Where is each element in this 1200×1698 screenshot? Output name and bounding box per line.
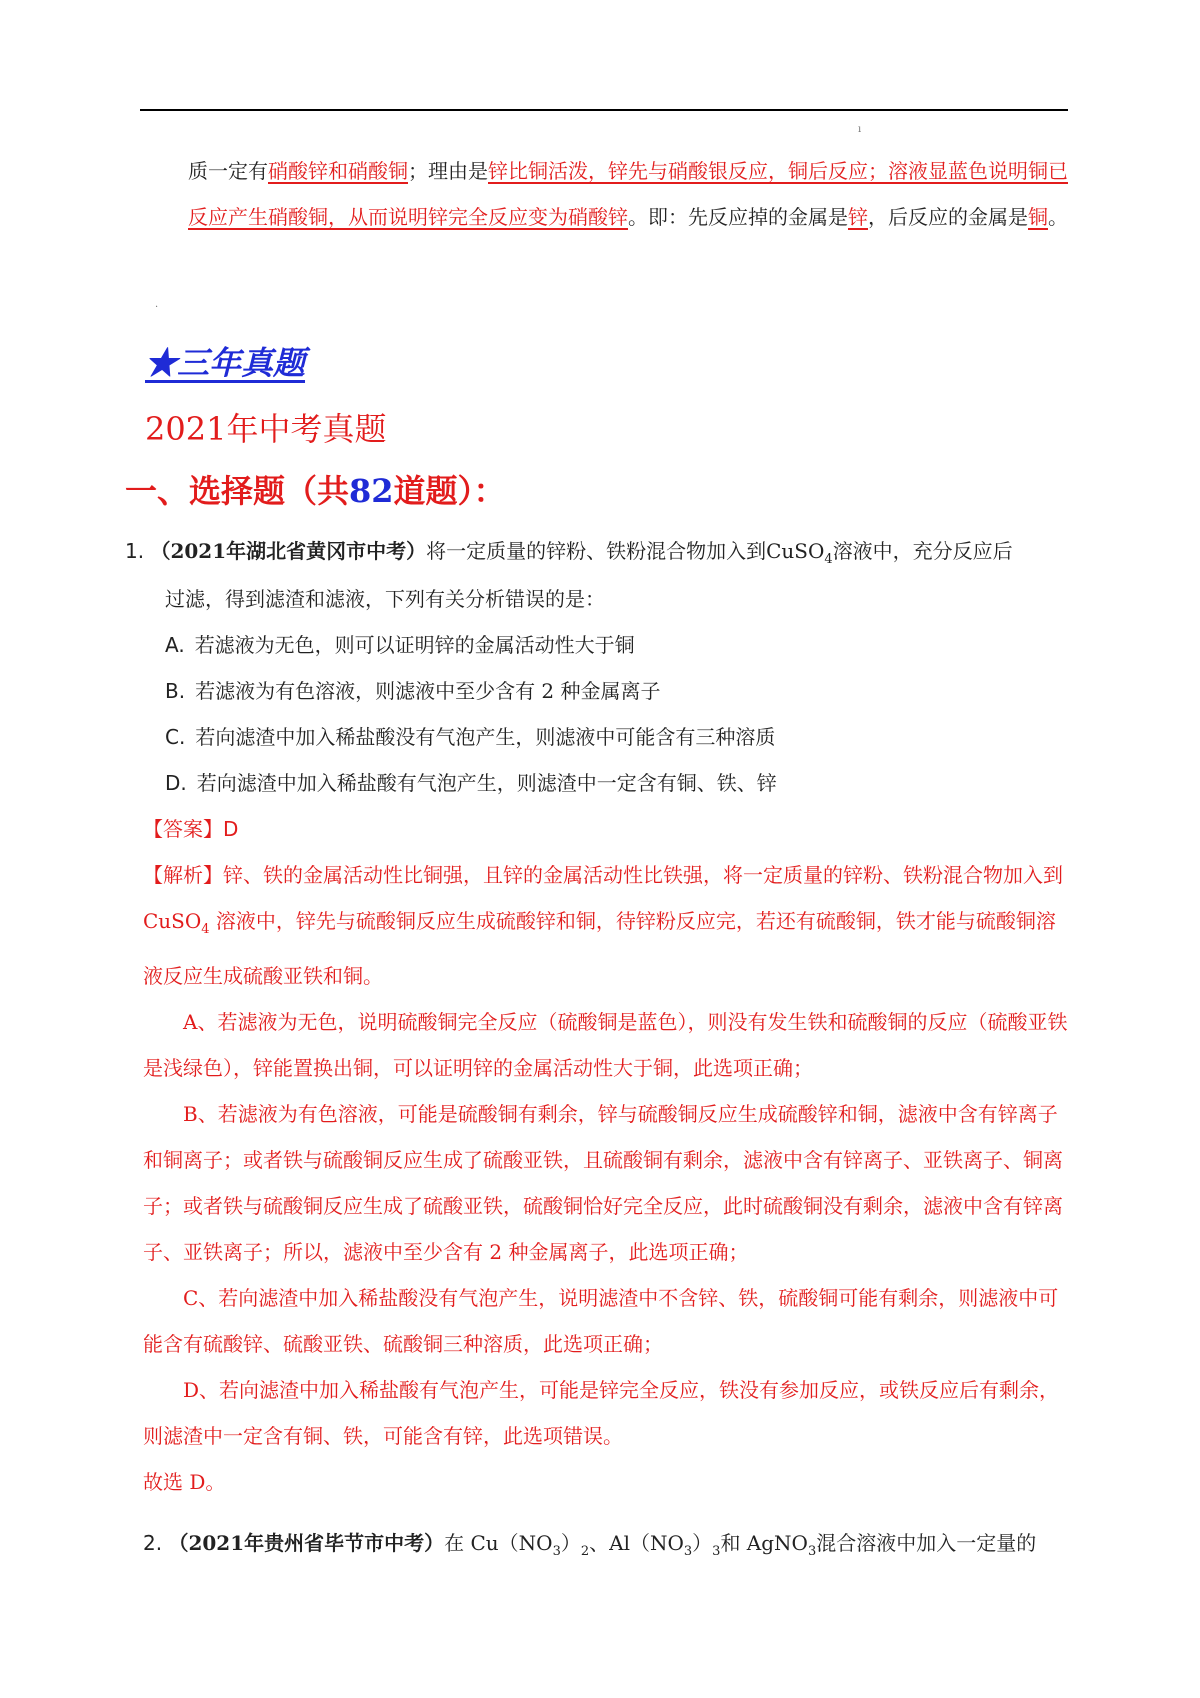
option-d: [165, 760, 777, 806]
option-letter: C.: [165, 725, 186, 749]
question-count: 82: [349, 472, 394, 510]
answer-line: [143, 806, 238, 852]
question-stem: ）: [692, 1531, 713, 1555]
answer-blank: 铜: [1028, 205, 1048, 229]
option-letter: B.: [165, 679, 186, 703]
question-stem: 混合溶液中加入一定量的: [816, 1531, 1037, 1555]
question-stem: 和 AgNO: [720, 1531, 808, 1555]
question-stem-line2: 过滤，得到滤渣和滤液，下列有关分析错误的是：: [165, 587, 605, 611]
subscript: 3: [552, 1544, 561, 1559]
subscript: 2: [580, 1544, 590, 1559]
analysis-text: 锌、铁的金属活动性比铜强，且锌的金属活动性比铁强，将一定质量的锌粉、铁粉混合物加入到 CuSO: [143, 863, 1063, 933]
paragraph-text: 。: [1048, 205, 1068, 229]
question-stem: 溶液中，充分反应后: [832, 539, 1013, 563]
option-text: 若滤液为有色溶液，则滤液中至少含有 2 种金属离子: [195, 679, 661, 703]
margin-tick: ·: [155, 302, 159, 313]
section-star-heading: ★三年真题: [145, 344, 306, 382]
section-heading-suffix: 道题）：: [393, 472, 506, 510]
question-stem: 将一定质量的锌粉、铁粉混合物加入到CuSO: [426, 539, 825, 563]
subscript: 3: [683, 1544, 693, 1559]
answer-blank: 硝酸锌和硝酸铜: [268, 159, 408, 183]
question-number: 1.: [125, 539, 145, 563]
analysis-block: [143, 852, 1068, 1505]
option-b: [165, 668, 661, 714]
option-letter: D.: [165, 771, 187, 795]
paragraph-text: 质一定有: [188, 159, 268, 183]
paragraph-text: ；理由是: [408, 159, 488, 183]
analysis-label: 【解析】: [143, 863, 223, 887]
margin-tick: ı: [858, 124, 862, 135]
answer-blank: 锌比铜活泼，锌先与硝酸银反应，铜后反应；溶液显蓝色说明铜已反应产生硝酸铜，从而说明锌完全反应变为硝酸锌: [188, 159, 1068, 229]
section-heading-prefix: 一、选择题（共: [125, 472, 350, 510]
section-heading: [125, 466, 506, 512]
option-text: 若向滤渣中加入稀盐酸有气泡产生，则滤渣中一定含有铜、铁、锌: [196, 771, 777, 795]
subscript: 3: [807, 1544, 817, 1559]
answer-blank: 锌: [848, 205, 868, 229]
subscript: 4: [824, 552, 833, 567]
top-paragraph: [188, 148, 1068, 240]
option-letter: A.: [165, 633, 185, 657]
analysis-option-d: D、若向滤渣中加入稀盐酸有气泡产生，可能是锌完全反应，铁没有参加反应，或铁反应后有剩余，则滤渣中一定含有铜、铁，可能含有锌，此选项错误。: [143, 1378, 1060, 1448]
question-2: [143, 1520, 1073, 1575]
answer-label: 【答案】: [143, 817, 223, 841]
analysis-intro: [143, 852, 1068, 999]
subscript: 4: [201, 922, 210, 937]
option-text: 若向滤渣中加入稀盐酸没有气泡产生，则滤液中可能含有三种溶质: [195, 725, 776, 749]
answer-value: D: [223, 817, 239, 841]
question-stem: 、Al（NO: [589, 1531, 684, 1555]
question-source: （2021年贵州省毕节市中考）: [168, 1531, 445, 1555]
question-1: [125, 528, 1013, 583]
analysis-option-a: A、若滤液为无色，说明硫酸铜完全反应（硫酸铜是蓝色），则没有发生铁和硫酸铜的反应（硫酸亚铁是浅绿色），锌能置换出铜，可以证明锌的金属活动性大于铜，此选项正确；: [143, 1010, 1068, 1080]
option-a: [165, 622, 635, 668]
question-number: 2.: [143, 1531, 163, 1555]
analysis-option-b: B、若滤液为有色溶液，可能是硫酸铜有剩余，锌与硫酸铜反应生成硫酸锌和铜，滤液中含有锌离子和铜离子；或者铁与硫酸铜反应生成了硫酸亚铁，且硫酸铜有剩余，滤液中含有锌离子、亚铁离子、铜离子；或者铁与硫酸铜反应生成了硫酸亚铁，硫酸铜恰好完全反应，此时硫酸铜没有剩余，滤液中含有锌离子、亚铁离子；所以，滤液中至少含有 2 种金属离子，此选项正确；: [143, 1102, 1063, 1264]
paragraph-text: 。即：先反应掉的金属是: [628, 205, 848, 229]
option-text: 若滤液为无色，则可以证明锌的金属活动性大于铜: [194, 633, 635, 657]
option-c: [165, 714, 775, 760]
analysis-option-c: C、若向滤渣中加入稀盐酸没有气泡产生，说明滤渣中不含锌、铁，硫酸铜可能有剩余，则滤液中可能含有硫酸锌、硫酸亚铁、硫酸铜三种溶质，此选项正确；: [143, 1286, 1059, 1356]
paragraph-text: ，后反应的金属是: [868, 205, 1028, 229]
year-heading: 2021年中考真题: [145, 410, 387, 448]
header-rule: [140, 109, 1068, 111]
subscript: 3: [712, 1544, 721, 1559]
conclusion: 故选 D。: [143, 1470, 226, 1494]
analysis-text: 溶液中，锌先与硫酸铜反应生成硫酸锌和铜，待锌粉反应完，若还有硫酸铜，铁才能与硫酸铜溶液反应生成硫酸亚铁和铜。: [143, 909, 1056, 988]
question-stem: 在 Cu（NO: [444, 1531, 553, 1555]
question-source: （2021年湖北省黄冈市中考）: [150, 539, 427, 563]
question-stem: ）: [560, 1531, 581, 1555]
